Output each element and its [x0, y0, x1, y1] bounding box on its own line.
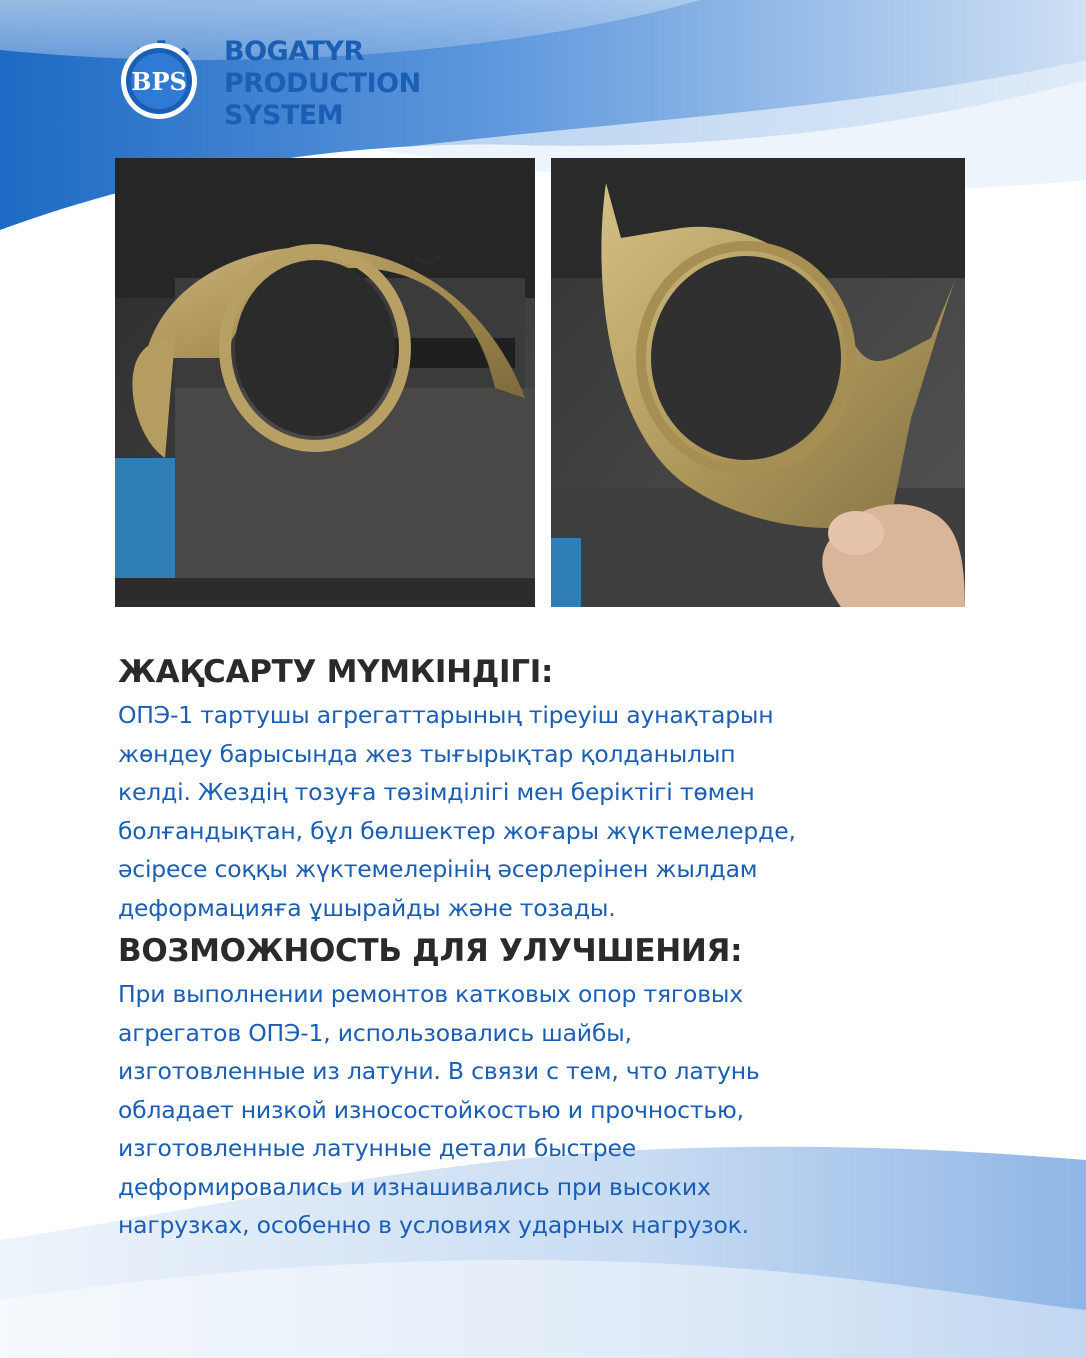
brass-washer-in-hand-photo-icon: [551, 158, 965, 607]
kazakh-line-5: әсіресе соққы жүктемелерінің әсерлерінен жылдам: [118, 855, 758, 883]
kazakh-line-6: деформацияға ұшырайды және тозады.: [118, 893, 616, 922]
kazakh-paragraph: [118, 696, 978, 927]
russian-line-1: При выполнении ремонтов катковых опор тяговых: [118, 980, 743, 1008]
kazakh-line-2: жөндеу барысында жез тығырықтар қолданылып: [118, 739, 736, 768]
russian-line-3: изготовленные из латуни. В связи с тем, что латунь: [118, 1057, 760, 1085]
logo-monogram: BPS: [131, 67, 187, 96]
photo-washer-in-vise: [115, 158, 535, 607]
kazakh-line-3: келді. Жездің тозуға төзімділігі мен беріктігі төмен: [118, 778, 755, 806]
brand-name: [224, 36, 454, 132]
russian-paragraph: [118, 975, 978, 1245]
brand-logo: [104, 26, 444, 138]
russian-line-2: агрегатов ОПЭ-1, использовались шайбы,: [118, 1018, 632, 1047]
brand-name-line-2: PRODUCTION: [224, 68, 421, 99]
russian-heading: ВОЗМОЖНОСТЬ ДЛЯ УЛУЧШЕНИЯ:: [118, 933, 743, 969]
brand-name-line-3: SYSTEM: [224, 100, 344, 131]
kazakh-heading: ЖАҚСАРТУ МҮМКІНДІГІ:: [118, 654, 554, 690]
russian-line-7: нагрузках, особенно в условиях ударных нагрузок.: [118, 1211, 749, 1239]
gear-logo-icon: [104, 26, 214, 136]
brass-washer-in-vise-photo-icon: [115, 158, 535, 607]
photo-washer-in-hand: [551, 158, 965, 607]
russian-line-4: обладает низкой износостойкостью и прочностью,: [118, 1095, 744, 1124]
content: [118, 652, 978, 1245]
russian-line-5: изготовленные латунные детали быстрее: [118, 1134, 636, 1162]
brand-name-line-1: BOGATYR: [224, 36, 364, 67]
russian-line-6: деформировались и изнашивались при высоких: [118, 1172, 711, 1201]
kazakh-line-4: болғандықтан, бұл бөлшектер жоғары жүктемелерде,: [118, 816, 796, 845]
kazakh-line-1: ОПЭ-1 тартушы агрегаттарының тіреуіш аунақтарын: [118, 701, 774, 729]
